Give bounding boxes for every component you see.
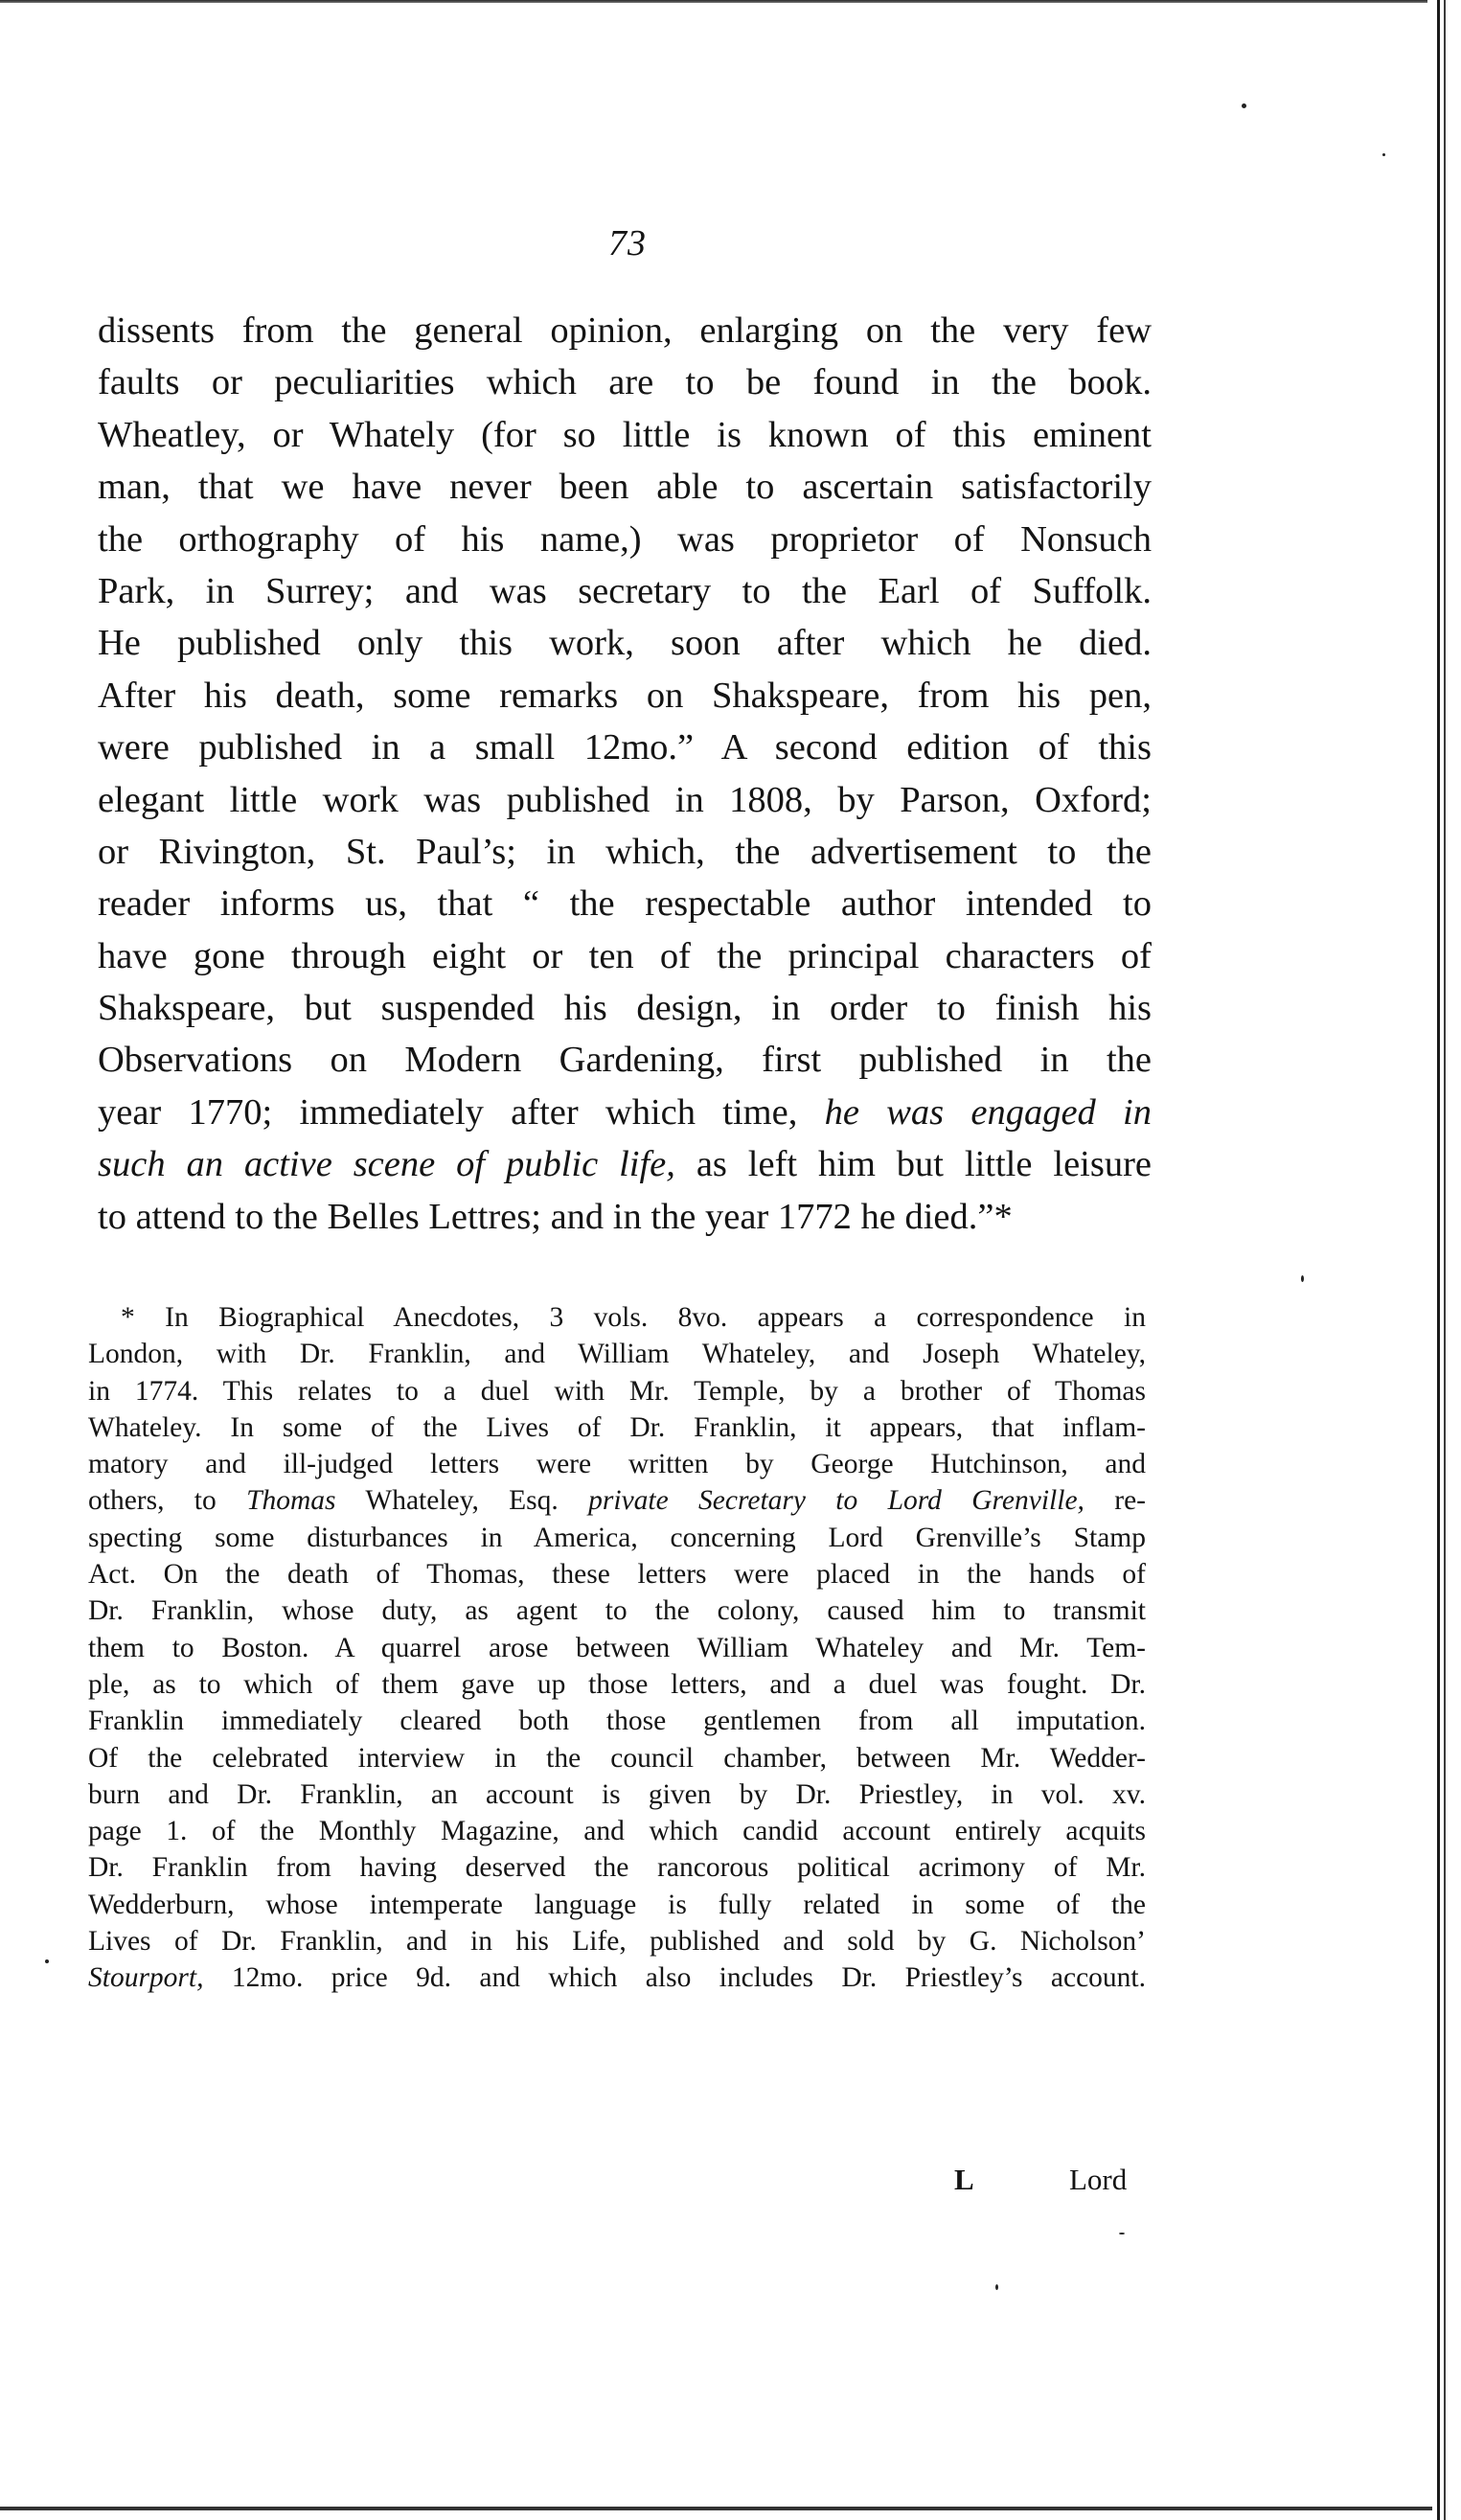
scan-speck bbox=[1242, 103, 1246, 108]
scan-speck bbox=[1301, 1275, 1304, 1282]
text-run: Whateley, Esq. bbox=[335, 1485, 589, 1517]
text-run: year 1770; immediately after which time, bbox=[98, 1091, 825, 1133]
text-line bbox=[98, 1087, 1152, 1138]
text-line: man, that we have never been able to ascertain satisfactorily bbox=[98, 467, 1152, 508]
text-line: reader informs us, that “ the respectable author intended to bbox=[98, 883, 1152, 925]
text-line: the orthography of his name,) was proprietor of Nonsuch bbox=[98, 518, 1152, 560]
footnote-line: them to Boston. A quarrel arose between William Whateley and Mr. Tem- bbox=[88, 1632, 1146, 1663]
scan-speck bbox=[1119, 2233, 1125, 2234]
footnote-line: Whateley. In some of the Lives of Dr. Franklin, it appears, that inflam- bbox=[88, 1411, 1146, 1443]
page-edge-top bbox=[0, 0, 1427, 3]
italic-text: he was engaged in bbox=[824, 1091, 1153, 1133]
footnote-line: London, with Dr. Franklin, and William Whateley, and Joseph Whateley, bbox=[88, 1339, 1146, 1370]
text-line: to attend to the Belles Lettres; and in the year 1772 he died.”* bbox=[98, 1196, 1013, 1237]
footnote-line: Dr. Franklin, whose duty, as agent to the colony, caused him to transmit bbox=[88, 1595, 1146, 1627]
text-line: Shakspeare, but suspended his design, in order to finish his bbox=[98, 988, 1152, 1029]
footnote-line: in 1774. This relates to a duel with Mr. Temple, by a brother of Thomas bbox=[88, 1375, 1146, 1407]
footnote-line bbox=[88, 1959, 1146, 1996]
text-line: have gone through eight or ten of the principal characters of bbox=[98, 935, 1152, 976]
text-line: elegant little work was published in 1808, by Parson, Oxford; bbox=[98, 779, 1152, 820]
text-run: as left him but little leisure bbox=[674, 1144, 1152, 1185]
italic-text: such an active scene of public life, bbox=[98, 1144, 675, 1185]
text-run: others, to bbox=[88, 1485, 247, 1517]
footnote-line: page 1. of the Monthly Magazine, and which candid account entirely acquits bbox=[88, 1816, 1146, 1847]
text-line: Park, in Surrey; and was secretary to the Earl of Suffolk. bbox=[98, 570, 1152, 611]
main-text bbox=[98, 305, 1152, 1243]
text-run: 12mo. price 9d. and which also includes Dr. Priestley’s account. bbox=[203, 1962, 1146, 1994]
footnote-line bbox=[88, 1482, 1146, 1519]
text-line: Observations on Modern Gardening, first published in the bbox=[98, 1040, 1152, 1081]
text-line: Wheatley, or Whately (for so little is known of this eminent bbox=[98, 414, 1152, 455]
footnote-line: * In Biographical Anecdotes, 3 vols. 8vo. appears a correspondence in bbox=[121, 1302, 1146, 1333]
catchword: Lord bbox=[1069, 2163, 1128, 2196]
italic-text: private Secretary to Lord Grenville, bbox=[588, 1485, 1084, 1517]
italic-text: Stourport, bbox=[88, 1962, 204, 1994]
footnote-line: Of the celebrated interview in the council chamber, between Mr. Wedder- bbox=[88, 1742, 1146, 1774]
footnote-line: Franklin immediately cleared both those gentlemen from all imputation. bbox=[88, 1706, 1146, 1737]
text-line: dissents from the general opinion, enlarging on the very few bbox=[98, 310, 1152, 351]
page-edge-right bbox=[1437, 0, 1461, 2520]
text-line: were published in a small 12mo.” A second edition of this bbox=[98, 727, 1152, 768]
signature-mark: L bbox=[954, 2163, 974, 2196]
scan-speck bbox=[995, 2284, 998, 2290]
footnote-line: Lives of Dr. Franklin, and in his Life, published and sold by G. Nicholson’ bbox=[88, 1926, 1146, 1958]
footnote-line: Wedderburn, whose intemperate language is fully related in some of the bbox=[88, 1889, 1146, 1920]
page-edge-bottom bbox=[0, 2507, 1432, 2510]
text-line: After his death, some remarks on Shakspeare, from his pen, bbox=[98, 675, 1152, 716]
footnote-line: Dr. Franklin from having deserved the rancorous political acrimony of Mr. bbox=[88, 1852, 1146, 1884]
scan-speck bbox=[1382, 153, 1385, 156]
text-line: faults or peculiarities which are to be found in the book. bbox=[98, 362, 1152, 403]
page-number: 73 bbox=[608, 223, 647, 263]
footnote-line: Act. On the death of Thomas, these letters were placed in the hands of bbox=[88, 1559, 1146, 1591]
text-line bbox=[98, 1138, 1152, 1190]
text-run: re- bbox=[1084, 1485, 1147, 1517]
footnote bbox=[88, 1299, 1146, 1997]
text-line: He published only this work, soon after which he died. bbox=[98, 623, 1152, 664]
scan-speck bbox=[45, 1959, 49, 1963]
footnote-line: matory and ill-judged letters were written by George Hutchinson, and bbox=[88, 1449, 1146, 1480]
italic-text: Thomas bbox=[246, 1485, 336, 1517]
footnote-line: specting some disturbances in America, concerning Lord Grenville’s Stamp bbox=[88, 1522, 1146, 1553]
footnote-line: ple, as to which of them gave up those letters, and a duel was fought. Dr. bbox=[88, 1668, 1146, 1700]
text-line: or Rivington, St. Paul’s; in which, the advertisement to the bbox=[98, 831, 1152, 872]
footnote-line: burn and Dr. Franklin, an account is given by Dr. Priestley, in vol. xv. bbox=[88, 1778, 1146, 1810]
